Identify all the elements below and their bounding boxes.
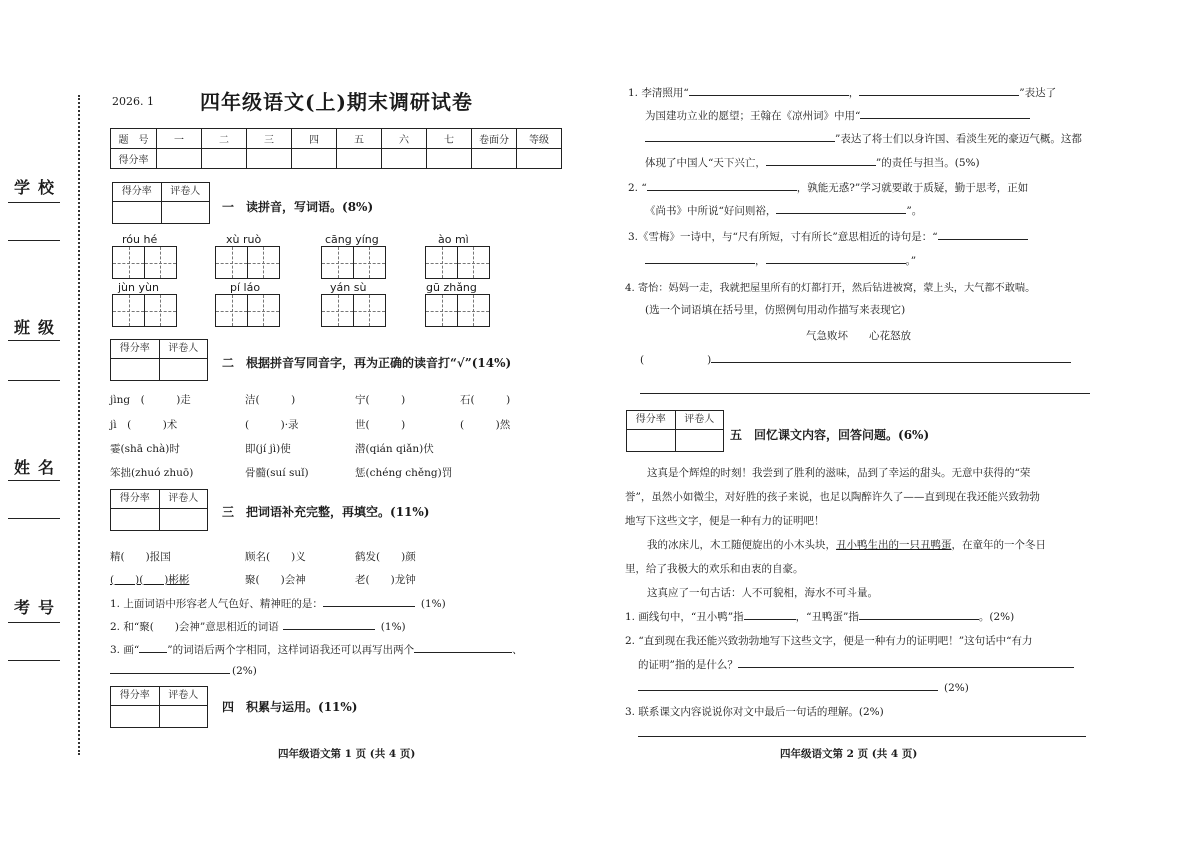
answer-blank[interactable]: [738, 657, 1074, 668]
question-text: 为国建功立业的愿望；王翰在《凉州词》中用“: [645, 110, 861, 122]
question-4-3-line2: [645, 253, 916, 268]
section1-title: [222, 198, 373, 215]
score-input[interactable]: [113, 202, 162, 223]
exam-date: 2026. 1: [112, 95, 154, 108]
answer-blank[interactable]: [938, 229, 1028, 240]
name-line[interactable]: [8, 480, 60, 481]
scorebox-label: 得分率: [627, 411, 676, 429]
school-line-2[interactable]: [8, 240, 60, 241]
question-text: ”表达了: [1019, 87, 1057, 99]
score-input[interactable]: [111, 509, 160, 530]
question-text: 。(2%): [978, 611, 1015, 623]
writing-grid[interactable]: [321, 246, 384, 279]
section5-scorebox: [626, 410, 724, 452]
answer-blank[interactable]: [110, 663, 230, 674]
scorebox-label: 得分率: [113, 183, 162, 201]
passage-line: 誉”，虽然小如微尘，对好胜的孩子来说，也足以陶醉许久了——直到现在我还能兴致勃勃: [625, 491, 1040, 503]
question-3-3-cont: [110, 663, 257, 677]
question-3-3: 3. 画“ ”的词语后两个字相同，这样词语我还可以再写出两个 、: [110, 644, 523, 656]
pronunciation-item[interactable]: 潜(qián qiǎn)伏: [355, 443, 434, 455]
question-5-2: 2. “直到现在我还能兴致勃勃地写下这些文字，便是一种有力的证明吧！”这句话中“有力: [625, 635, 1033, 647]
answer-blank[interactable]: [766, 155, 876, 166]
writing-grid[interactable]: [425, 246, 488, 279]
question-3-1: [110, 596, 446, 611]
writing-grid[interactable]: [321, 294, 384, 327]
question-text: ，“丑鸭蛋”指: [795, 611, 859, 623]
section1-scorebox: [112, 182, 210, 224]
answer-blank[interactable]: [689, 85, 849, 96]
question-4-4: 4. 寄怡：妈妈一走，我就把屋里所有的灯都打开，然后钻进被窝，蒙上头，大气都不敢喘。: [625, 283, 1036, 294]
writing-grid[interactable]: [425, 294, 488, 327]
pronunciation-item[interactable]: 即(jí jì)使: [245, 443, 291, 455]
score-cell[interactable]: [157, 149, 202, 169]
writing-grid[interactable]: [112, 246, 175, 279]
question-text: ”的责任与担当。(5%): [875, 157, 980, 169]
section-number: 三: [222, 505, 235, 519]
score-table: [110, 128, 562, 169]
question-3-2: [110, 619, 406, 634]
pinyin: cāng yíng: [325, 233, 379, 246]
homophone-item[interactable]: 洁( ): [245, 394, 296, 406]
grader-input[interactable]: [676, 430, 724, 451]
underlined-sentence: 丑小鸭生出的一只丑鸭蛋: [836, 539, 952, 551]
score-table-row-label: 得分率: [111, 149, 157, 169]
page-footer: 四年级语文第 1 页 (共 4 页): [278, 748, 416, 760]
question-score: (2%): [944, 682, 969, 694]
answer-blank[interactable]: [645, 131, 835, 142]
label-class: 班级: [14, 318, 63, 337]
idiom-item[interactable]: 鹤发( )颜: [355, 551, 416, 563]
question-4-3: [628, 229, 1028, 244]
score-table-cell: 三: [247, 129, 292, 149]
answer-blank[interactable]: [859, 85, 1019, 96]
scorebox-label: 评卷人: [170, 186, 201, 197]
writing-grid[interactable]: [215, 294, 278, 327]
section2-scorebox: [110, 339, 208, 381]
page-title: 四年级语文(上)期末调研试卷: [200, 90, 473, 114]
question-text: ”表达了将士们以身许国、看淡生死的豪迈气概。这都: [835, 133, 1082, 145]
score-cell[interactable]: [247, 149, 292, 169]
score-table-cell: 七: [427, 129, 472, 149]
question-text: 3.《雪梅》一诗中，与“尺有所短，寸有所长”意思相近的诗句是：“: [628, 231, 938, 243]
exam-number-line-2[interactable]: [8, 660, 60, 661]
answer-blank[interactable]: [414, 642, 512, 653]
question-text: 体现了中国人“天下兴亡，: [645, 157, 766, 169]
answer-blank[interactable]: [323, 596, 415, 607]
grader-input[interactable]: [160, 509, 208, 530]
scorebox-label: 评卷人: [168, 493, 199, 504]
label-name: 姓名: [14, 458, 63, 477]
score-cell[interactable]: [292, 149, 337, 169]
question-5-2-line2: [638, 657, 1074, 672]
binding-dotted-line: [78, 95, 80, 755]
question-5-3: 3. 联系课文内容说说你对文中最后一句话的理解。(2%): [625, 706, 884, 718]
question-4-4-instruction: (选一个词语填在括号里，仿照例句用动作描写来表现它): [645, 304, 906, 316]
section4-title: [222, 698, 358, 715]
grader-input[interactable]: [162, 202, 210, 223]
section-title-text: 积累与运用。(11%): [246, 700, 358, 714]
scorebox-label: 得分率: [111, 687, 160, 705]
answer-blank[interactable]: [744, 609, 796, 620]
answer-blank[interactable]: [711, 352, 1071, 363]
label-exam-number: 考号: [14, 598, 63, 617]
score-table-cell: 五: [337, 129, 382, 149]
passage-text: 我的冰床儿，木工随便旋出的小木头块，: [647, 539, 836, 551]
section3-scorebox: [110, 489, 208, 531]
answer-blank[interactable]: [859, 609, 979, 620]
question-4-4-answer: [640, 352, 1071, 367]
class-line[interactable]: [8, 340, 60, 341]
question-text: 1. 上面词语中形容老人气色好、精神旺的是：: [110, 598, 323, 610]
answer-line[interactable]: [638, 736, 1086, 737]
question-4-2: [628, 180, 1028, 195]
question-text: 的证明”指的是什么？: [638, 659, 738, 671]
section5-title: [730, 426, 929, 443]
idiom-item[interactable]: 顾名( )义: [245, 551, 306, 563]
name-line-2[interactable]: [8, 518, 60, 519]
homophone-item[interactable]: jì ( )术: [110, 419, 178, 431]
score-table-cell: 二: [202, 129, 247, 149]
score-table-score-row: [111, 149, 562, 169]
answer-blank[interactable]: [283, 619, 375, 630]
idiom-item[interactable]: 精( )报国: [110, 551, 171, 563]
question-text: 3. 画“: [110, 644, 140, 656]
pinyin: yán sù: [330, 281, 367, 294]
homophone-item[interactable]: 宁( ): [355, 394, 406, 406]
answer-line[interactable]: [640, 393, 1090, 394]
label-school: 学校: [14, 178, 63, 197]
word-choices: 气急败坏 心花怒放: [806, 330, 911, 342]
exam-number-line[interactable]: [8, 622, 60, 623]
score-input[interactable]: [111, 359, 160, 380]
pinyin: gū zhǎng: [426, 281, 477, 294]
question-5-1: [625, 609, 1014, 624]
score-cell[interactable]: [427, 149, 472, 169]
writing-grid[interactable]: [215, 246, 278, 279]
score-table-cell: 一: [157, 129, 202, 149]
question-score: (1%): [380, 621, 406, 633]
question-score: (2%): [232, 665, 257, 677]
homophone-item[interactable]: ( )然: [460, 419, 511, 431]
homophone-item[interactable]: jìng ( )走: [110, 394, 191, 406]
homophone-item[interactable]: 石( ): [460, 394, 511, 406]
score-input[interactable]: [111, 706, 160, 727]
question-text: 1. 画线句中，“丑小鸭”指: [625, 611, 744, 623]
scorebox-label: 评卷人: [684, 414, 715, 425]
question-4-1-line4: [645, 155, 980, 170]
section3-title: [222, 503, 430, 520]
score-table-cell: 六: [382, 129, 427, 149]
passage-line: 里，给了我极大的欢乐和由衷的自豪。: [625, 563, 804, 575]
pinyin: xù ruò: [226, 233, 262, 246]
grader-input[interactable]: [160, 359, 208, 380]
section-title-text: 根据拼音写同音字，再为正确的读音打“√”(14%): [246, 356, 512, 370]
section-title-text: 回忆课文内容，回答问题。(6%): [754, 428, 930, 442]
question-4-1-line2: [645, 108, 1030, 123]
answer-blank[interactable]: [638, 680, 938, 691]
answer-blank[interactable]: [645, 253, 755, 264]
answer-blank[interactable]: [766, 253, 906, 264]
writing-grid[interactable]: [112, 294, 175, 327]
scorebox-label: 评卷人: [168, 690, 199, 701]
choice-paren[interactable]: ( ): [640, 354, 712, 366]
question-text: 。”: [905, 255, 917, 267]
question-text: ”。: [906, 205, 923, 217]
answer-blank[interactable]: [139, 642, 167, 653]
score-cell[interactable]: [337, 149, 382, 169]
section-number: 四: [222, 700, 235, 714]
question-5-2-line3: [638, 680, 969, 694]
question-text: 1. 李清照用“: [628, 87, 689, 99]
homophone-item[interactable]: 世( ): [355, 419, 406, 431]
score-cell[interactable]: [472, 149, 517, 169]
pronunciation-item[interactable]: 惩(chéng chěng)罚: [355, 467, 453, 479]
question-text: 2. “: [628, 182, 647, 194]
question-4-2-line2: [645, 203, 922, 218]
pinyin: róu hé: [122, 233, 158, 246]
score-cell[interactable]: [517, 149, 562, 169]
score-table-cell: 卷面分: [472, 129, 517, 149]
school-line[interactable]: [8, 202, 60, 203]
grader-input[interactable]: [160, 706, 208, 727]
scorebox-label: 评卷人: [168, 343, 199, 354]
pronunciation-item[interactable]: 霎(shā chà)时: [110, 443, 180, 455]
scorebox-label: 得分率: [111, 490, 160, 508]
class-line-2[interactable]: [8, 380, 60, 381]
section-title-text: 把词语补充完整，再填空。(11%): [246, 505, 430, 519]
question-text: ”的词语后两个字相同，这样词语我还可以再写出两个: [167, 644, 415, 656]
section2-title: [222, 354, 511, 371]
answer-blank[interactable]: [647, 180, 797, 191]
score-table-header-row: [111, 129, 562, 149]
scorebox-label: 得分率: [111, 340, 160, 358]
question-text: 《尚书》中所说“好问则裕，: [645, 205, 777, 217]
section-title-text: 读拼音，写词语。(8%): [246, 200, 374, 214]
idiom-item[interactable]: 老( )龙钟: [355, 574, 416, 586]
question-text: ，: [755, 255, 766, 267]
score-input[interactable]: [627, 430, 676, 451]
question-score: (1%): [420, 598, 446, 610]
pronunciation-item[interactable]: 骨髓(suí suǐ): [245, 467, 309, 479]
score-cell[interactable]: [202, 149, 247, 169]
passage-line: 这真应了一句古话：人不可貌相，海水不可斗量。: [647, 587, 878, 599]
idiom-item[interactable]: 聚( )会神: [245, 574, 306, 586]
score-table-cell: 四: [292, 129, 337, 149]
idiom-item[interactable]: ( )( )彬彬: [110, 574, 190, 586]
question-4-1: 1. 李清照用“ ， ”表达了: [628, 87, 1057, 99]
score-cell[interactable]: [382, 149, 427, 169]
pinyin: pí láo: [230, 281, 261, 294]
passage-line: 地写下这些文字，便是一种有力的证明吧！: [625, 515, 825, 527]
section-number: 一: [222, 200, 235, 214]
section-number: 二: [222, 356, 235, 370]
answer-blank[interactable]: [776, 203, 906, 214]
pronunciation-item[interactable]: 笨拙(zhuó zhuō): [110, 467, 194, 479]
score-table-cell: 等级: [517, 129, 562, 149]
section4-scorebox: [110, 686, 208, 728]
pinyin: jùn yùn: [118, 281, 159, 294]
passage-line: [647, 537, 1046, 552]
question-4-1-line3: [645, 131, 1082, 146]
passage-line: 这真是个辉煌的时刻！我尝到了胜利的滋味，品到了幸运的甜头。无意中获得的“荣: [647, 467, 1031, 479]
question-text: 2. 和“聚( )会神”意思相近的词语: [110, 621, 279, 633]
page-footer: 四年级语文第 2 页 (共 4 页): [780, 748, 918, 760]
section-number: 五: [730, 428, 743, 442]
answer-blank[interactable]: [860, 108, 1030, 119]
passage-text: ，在童年的一个冬日: [951, 539, 1046, 551]
question-text: ，孰能无惑?”学习就要敢于质疑，勤于思考，正如: [796, 182, 1029, 194]
homophone-item[interactable]: ( )·录: [245, 419, 299, 431]
pinyin: ào mì: [438, 233, 469, 246]
score-table-cell: 题 号: [111, 129, 157, 149]
